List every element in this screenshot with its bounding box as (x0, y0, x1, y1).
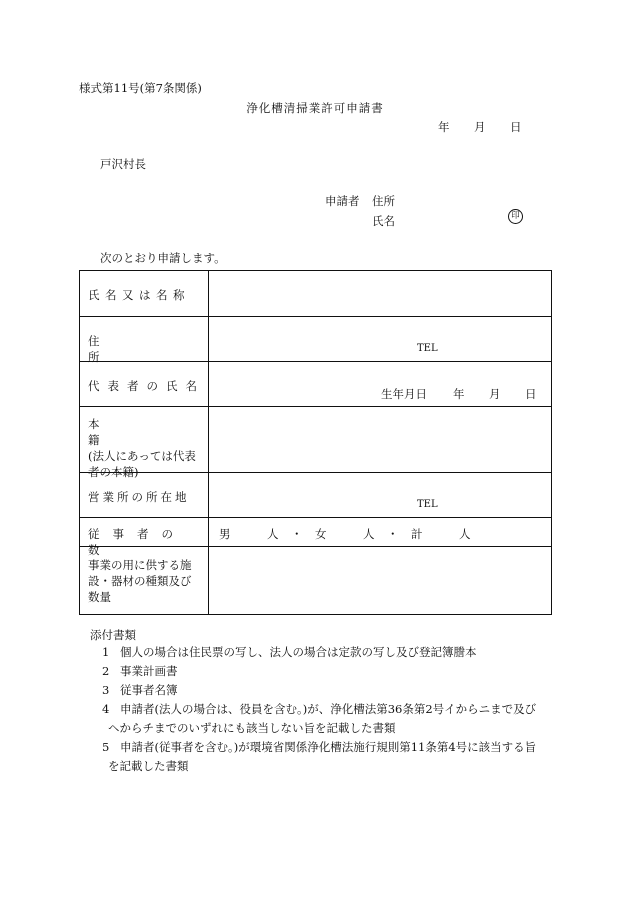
label-address (80, 317, 209, 362)
table-row-office (80, 473, 552, 518)
document-title: 浄化槽清掃業許可申請書 (246, 101, 384, 115)
value-office[interactable] (209, 473, 552, 518)
label-representative (80, 362, 209, 407)
birth-year: 年 (453, 387, 465, 401)
attachment-number: 1 (102, 645, 110, 659)
application-table (79, 270, 552, 615)
value-equipment[interactable] (209, 547, 552, 615)
label-domicile (80, 407, 209, 479)
label-representative-text: 代表者の氏名 (88, 379, 205, 393)
seal-mark: 印 (508, 209, 523, 224)
label-name-text: 氏名又は名称 (88, 288, 190, 302)
table-row-representative (80, 362, 552, 407)
total-persons: 人 (459, 527, 471, 541)
label-domicile-main: 本籍 (88, 417, 184, 447)
attachment-number: 3 (102, 683, 110, 697)
applicant-name-label: 氏名 (372, 214, 395, 228)
label-equipment-text: 事業の用に供する施設・器材の種類及び数量 (88, 558, 192, 604)
date-month: 月 (474, 120, 486, 134)
table-row-address (80, 317, 552, 362)
label-address-text: 住所 (88, 334, 184, 364)
table-row-workers (80, 518, 552, 547)
attachment-text: 個人の場合は住民票の写し、法人の場合は定款の写し及び登記簿謄本 (120, 645, 477, 659)
value-workers[interactable] (209, 518, 552, 547)
applicant-address-label: 住所 (372, 194, 395, 208)
female-persons: 人 (363, 527, 375, 541)
attachment-number: 2 (102, 664, 110, 678)
workers-counts (219, 526, 471, 542)
label-domicile-text (88, 416, 200, 480)
attachment-number: 4 (102, 702, 110, 716)
value-representative[interactable] (209, 362, 552, 407)
table-row-name (80, 271, 552, 317)
office-tel-label: TEL (417, 499, 438, 510)
birth-date-line (381, 386, 537, 402)
birth-day: 日 (525, 387, 537, 401)
addressee: 戸沢村長 (100, 157, 146, 171)
table-row-domicile (80, 407, 552, 473)
date-year: 年 (438, 120, 450, 134)
intro-text: 次のとおり申請します。 (100, 251, 226, 265)
date-line (438, 119, 522, 135)
male-persons: 人 (267, 527, 279, 541)
separator-dot: ・ (387, 527, 399, 541)
attachment-text: 従事者名簿 (120, 683, 178, 697)
label-name (80, 271, 209, 317)
label-workers (80, 518, 209, 557)
label-workers-text: 従事者の数 (88, 527, 186, 557)
attachment-text-continued: を記載した書類 (108, 759, 189, 773)
attachment-text: 申請者(従事者を含む。)が環境省関係浄化槽法施行規則第11条第4号に該当する旨 (120, 740, 537, 754)
label-domicile-note: (法人にあっては代表者の本籍) (88, 449, 196, 479)
applicant-label: 申請者 (325, 194, 360, 208)
form-number: 様式第11号(第7条関係) (79, 81, 202, 95)
female-label: 女 (315, 527, 327, 541)
attachment-text: 事業計画書 (120, 664, 178, 678)
address-tel-label: TEL (417, 343, 438, 354)
value-name[interactable] (209, 271, 552, 317)
date-day: 日 (510, 120, 522, 134)
separator-dot: ・ (291, 527, 303, 541)
value-domicile[interactable] (209, 407, 552, 473)
total-label: 計 (411, 527, 423, 541)
attachments-title: 添付書類 (90, 628, 136, 642)
male-label: 男 (219, 527, 231, 541)
label-equipment (80, 547, 209, 615)
label-office (80, 473, 209, 518)
attachment-text-continued: ヘからチまでのいずれにも該当しない旨を記載した書類 (108, 721, 396, 735)
label-office-text: 営業所の所在地 (88, 490, 190, 504)
table-row-equipment (80, 547, 552, 615)
birth-date-label: 生年月日 (381, 387, 427, 401)
attachment-number: 5 (102, 740, 110, 754)
value-address[interactable] (209, 317, 552, 362)
attachment-text: 申請者(法人の場合は、役員を含む。)が、浄化槽法第36条第2号イからニまで及び (120, 702, 537, 716)
birth-month: 月 (489, 387, 501, 401)
